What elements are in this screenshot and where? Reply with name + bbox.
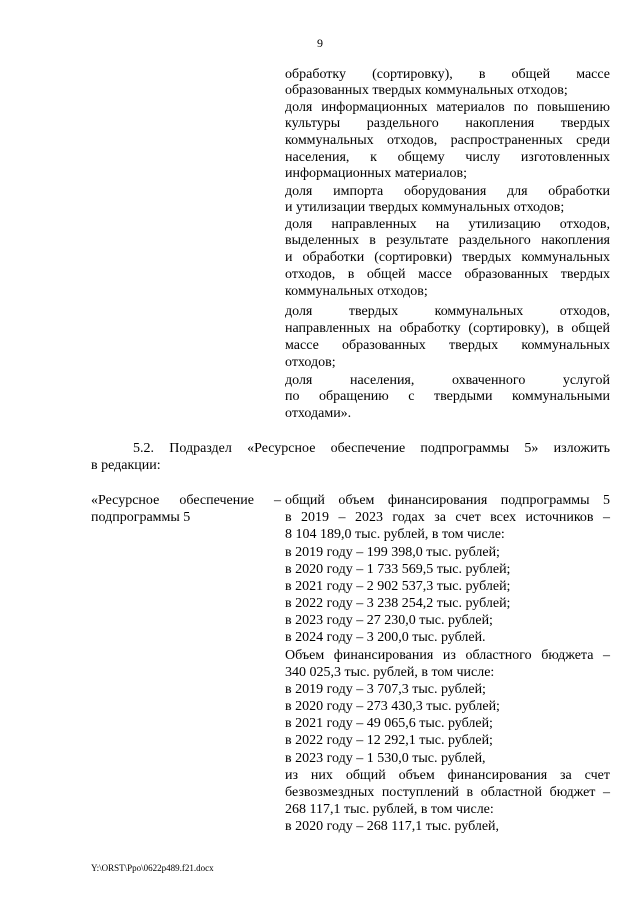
resource-line: в 2019 году – 3 707,3 тыс. рублей; <box>285 682 486 697</box>
resource-line: Объем финансирования из областного бюджета – <box>285 648 610 663</box>
resource-line: в 2020 году – 1 733 569,5 тыс. рублей; <box>285 562 511 577</box>
resource-line: в 2021 году – 2 902 537,3 тыс. рублей; <box>285 579 511 594</box>
resource-line: в 2020 году – 268 117,1 тыс. рублей, <box>285 819 500 834</box>
resource-line: в 2022 году – 3 238 254,2 тыс. рублей; <box>285 596 511 611</box>
list-line: отходов; <box>285 355 336 370</box>
list-line: массе образованных твердых коммунальных <box>285 338 610 353</box>
list-line: доля направленных на утилизацию отходов, <box>285 217 610 232</box>
resource-line: в 2019 году – 199 398,0 тыс. рублей; <box>285 545 500 560</box>
list-line: населения, к общему числу изготовленных <box>285 150 610 165</box>
section-heading-line2: в редакции: <box>91 458 161 473</box>
resource-line: общий объем финансирования подпрограммы 5 <box>285 493 610 508</box>
list-line: по обращению с твердыми коммунальными <box>285 389 610 404</box>
resource-label-line1: «Ресурсное обеспечение – <box>91 493 281 508</box>
footer-file-path: Y:\ORST\Ppo\0622p489.f21.docx <box>91 863 214 873</box>
section-heading-line1: 5.2. Подраздел «Ресурсное обеспечение подпрограммы 5» изложить <box>133 441 610 456</box>
resource-line: из них общий объем финансирования за счет <box>285 768 610 783</box>
resource-label-line2: подпрограммы 5 <box>91 510 191 525</box>
list-line: направленных на обработку (сортировку), в общей <box>285 321 610 336</box>
list-line: доля импорта оборудования для обработки <box>285 184 610 199</box>
list-line: информационных материалов; <box>285 166 467 181</box>
list-line: доля информационных материалов по повышению <box>285 100 610 115</box>
resource-line: 340 025,3 тыс. рублей, в том числе: <box>285 665 495 680</box>
resource-line: 8 104 189,0 тыс. рублей, в том числе: <box>285 527 505 542</box>
list-line: выделенных в результате раздельного накопления <box>285 233 610 248</box>
list-line: коммунальных отходов, распространенных среди <box>285 133 610 148</box>
resource-line: в 2022 году – 12 292,1 тыс. рублей; <box>285 733 493 748</box>
list-line: отходов, в общей массе образованных твердых <box>285 267 610 282</box>
resource-line: в 2019 – 2023 годах за счет всех источников – <box>285 510 610 525</box>
list-line: культуры раздельного накопления твердых <box>285 116 610 131</box>
list-line: коммунальных отходов; <box>285 284 428 299</box>
resource-line: в 2023 году – 1 530,0 тыс. рублей, <box>285 751 486 766</box>
list-line: доля населения, охваченного услугой <box>285 373 610 388</box>
resource-line: в 2020 году – 273 430,3 тыс. рублей; <box>285 699 500 714</box>
list-line: обработку (сортировку), в общей массе <box>285 67 610 82</box>
list-line: и утилизации твердых коммунальных отходов; <box>285 200 565 215</box>
resource-line: 268 117,1 тыс. рублей, в том числе: <box>285 802 494 817</box>
resource-line: в 2024 году – 3 200,0 тыс. рублей. <box>285 630 486 645</box>
list-line: доля твердых коммунальных отходов, <box>285 304 610 319</box>
resource-line: в 2023 году – 27 230,0 тыс. рублей; <box>285 613 493 628</box>
resource-line: в 2021 году – 49 065,6 тыс. рублей; <box>285 716 493 731</box>
page-number: 9 <box>317 36 323 50</box>
resource-line: безвозмездных поступлений в областной бюджет – <box>285 785 610 800</box>
list-line: образованных твердых коммунальных отходов; <box>285 83 568 98</box>
list-line: и обработки (сортировки) твердых коммунальных <box>285 250 610 265</box>
list-line: отходами». <box>285 406 352 421</box>
